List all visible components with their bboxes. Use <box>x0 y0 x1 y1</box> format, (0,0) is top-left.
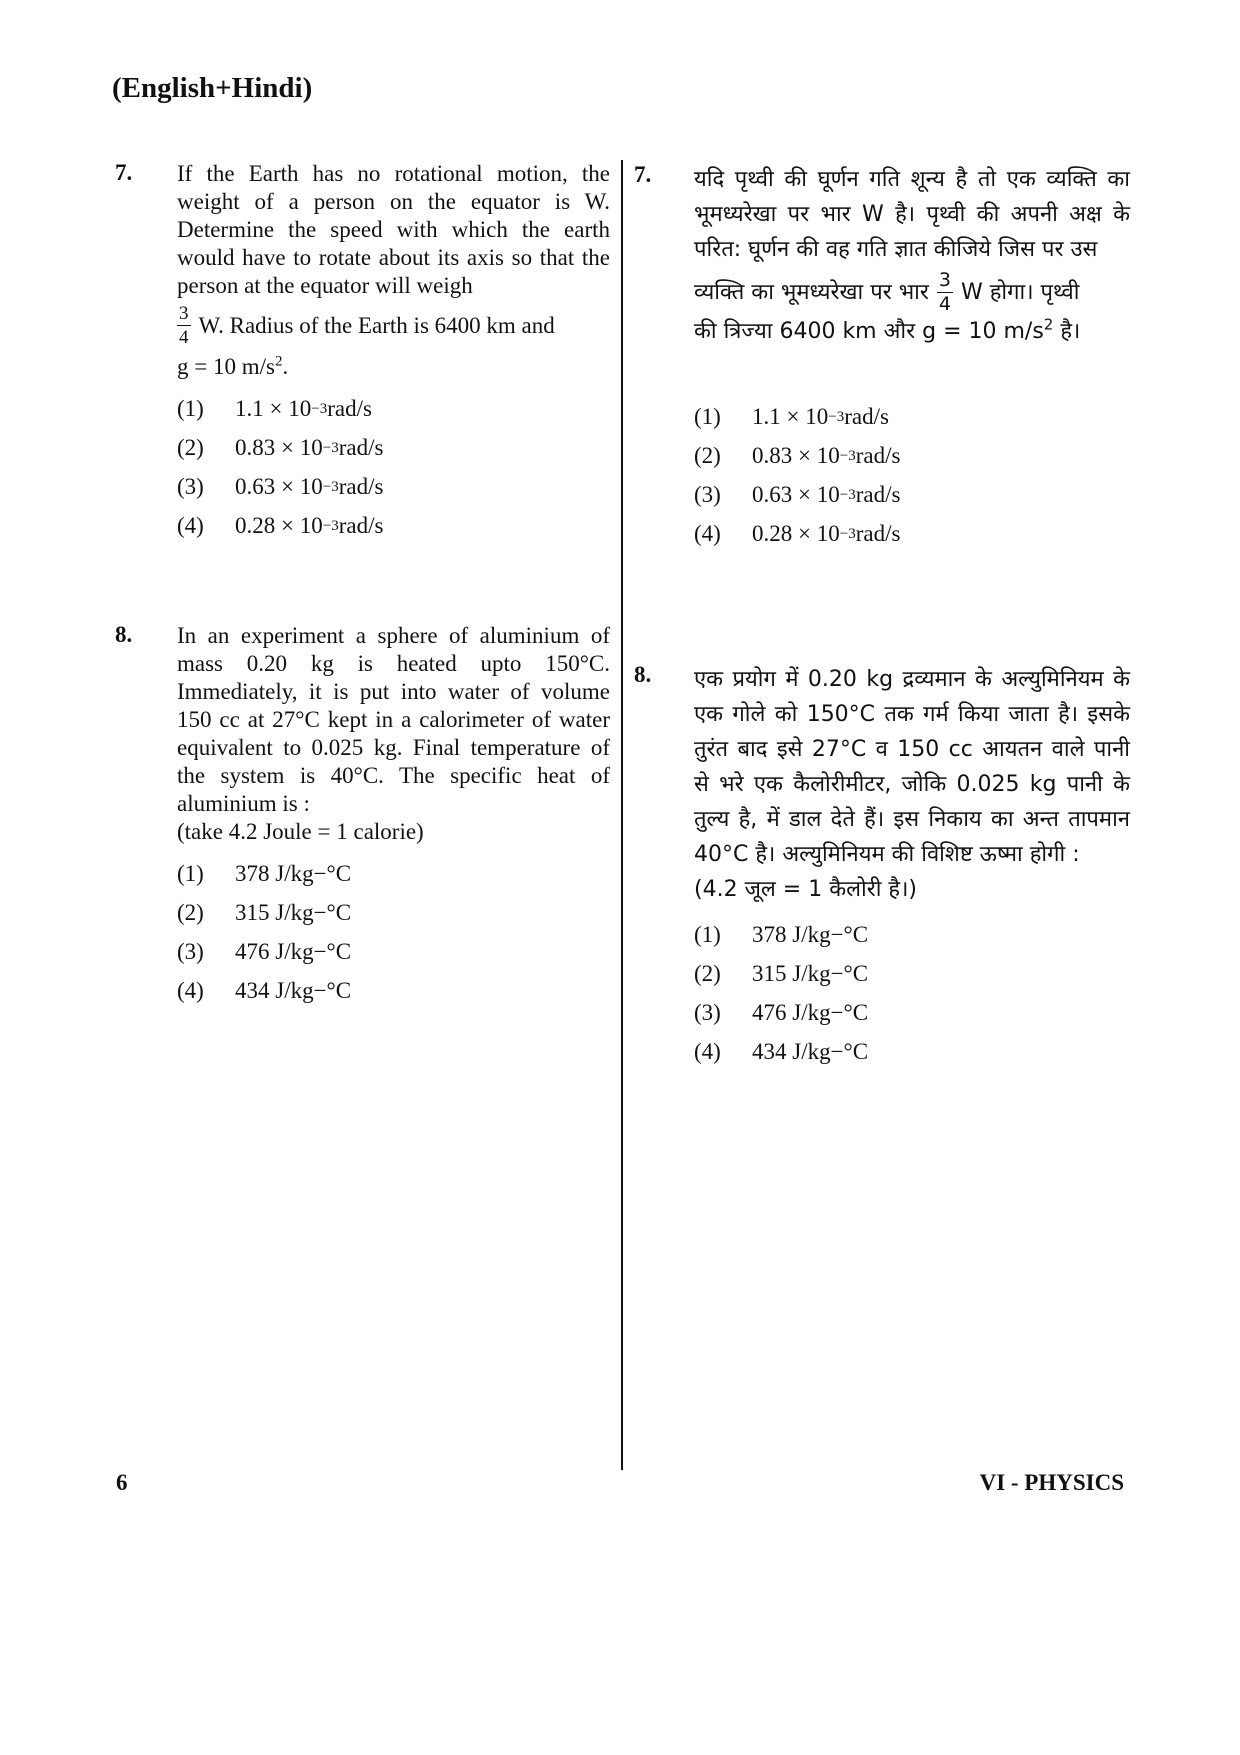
question-text: एक प्रयोग में 0.20 kg द्रव्यमान के अल्युमिनियम के एक गोले को 150°C तक गर्म किया जाता है। इसके तुरंत बाद इसे 27°C व 150 cc आयतन वाले पानी से भरे एक कैलोरीमीटर, जोकि 0.025 kg पानी के तुल्य है, में डाल देते हैं। इस निकाय का अन्त तापमान 40°C है। अल्युमिनियम की विशिष्ट ऊष्मा होगी : (4.2 जूल = 1 कैलोरी है।) <box>694 667 1130 902</box>
question-number: 8. <box>634 662 652 687</box>
option-3[interactable]: (3) 476 J/kg−°C <box>694 999 869 1025</box>
question-text: यदि पृथ्वी की घूर्णन गति शून्य है तो एक व्यक्ति का भूमध्यरेखा पर भार W है। पृथ्वी की अपनी अक्ष के परित: घूर्णन की वह गति ज्ञात कीजिये जिस पर उस व्यक्ति का भूमध्यरेखा पर भार $\frac{3}{4}$ W होगा। पृथ्वी की त्रिज्या 6400 km और g = 10 $m/s^2$ है। <box>694 167 1130 344</box>
question-number: 7. <box>115 160 133 185</box>
fraction: $\frac{3}{4}$ <box>938 269 951 315</box>
option-1[interactable]: (1) 1.1 × 10 −3 rad/s <box>694 403 889 429</box>
option-4[interactable]: (4) 434 J/kg−°C <box>694 1038 869 1064</box>
column-divider <box>621 160 623 1470</box>
question-number: 8. <box>115 622 133 647</box>
question-8-english <box>115 622 610 1010</box>
option-1[interactable]: (1) 1.1 × 10 −3 rad/s <box>177 395 372 421</box>
option-1[interactable]: (1) 378 J/kg−°C <box>694 921 869 947</box>
question-text: If the Earth has no rotational motion, the weight of a person on the equator is W. Determine the speed with which the earth would have to rotate about its axis so that the person at the equator will weigh $\frac{3}{4}$ W. Radius of the Earth is 6400 km and g = 10 $m/s^2$. <box>177 161 610 379</box>
page-header-title: (English+Hindi) <box>112 72 313 104</box>
options-list <box>694 915 1130 1071</box>
option-4[interactable]: (4) 434 J/kg−°C <box>177 977 352 1003</box>
options-list <box>177 854 610 1010</box>
option-1[interactable]: (1) 378 J/kg−°C <box>177 860 352 886</box>
option-3[interactable]: (3) 0.63 × 10 −3 rad/s <box>177 473 384 499</box>
option-3[interactable]: (3) 0.63 × 10 −3 rad/s <box>694 481 901 507</box>
fraction-line: $\frac{3}{4}$ W. Radius of the Earth is 6400 km and <box>179 303 555 348</box>
option-3[interactable]: (3) 476 J/kg−°C <box>177 938 352 964</box>
option-2[interactable]: (2) 0.83 × 10 −3 rad/s <box>177 434 384 460</box>
options-list <box>177 389 610 545</box>
question-7-english <box>115 160 610 545</box>
option-2[interactable]: (2) 315 J/kg−°C <box>177 899 352 925</box>
question-number: 7. <box>634 162 652 187</box>
option-2[interactable]: (2) 315 J/kg−°C <box>694 960 869 986</box>
options-list <box>694 397 1130 553</box>
option-2[interactable]: (2) 0.83 × 10 −3 rad/s <box>694 442 901 468</box>
page-number: 6 <box>116 1470 128 1495</box>
question-text: In an experiment a sphere of aluminium of mass 0.20 kg is heated upto 150°C. Immediately, it is put into water of volume 150 cc at 27°C kept in a calorimeter of water equivalent to 0.025 kg. Final temperature of the system is 40°C. The specific heat of aluminium is : (take 4.2 Joule = 1 calorie) <box>177 623 610 844</box>
option-4[interactable]: (4) 0.28 × 10 −3 rad/s <box>694 520 901 546</box>
subject-label: VI - PHYSICS <box>979 1470 1124 1495</box>
fraction-line: व्यक्ति का भूमध्यरेखा पर भार $\frac{3}{4}$ W होगा। पृथ्वी <box>694 269 1080 315</box>
question-8-hindi <box>634 662 1130 1071</box>
fraction: $\frac{3}{4}$ <box>179 303 189 348</box>
question-7-hindi <box>634 162 1130 553</box>
option-4[interactable]: (4) 0.28 × 10 −3 rad/s <box>177 512 384 538</box>
